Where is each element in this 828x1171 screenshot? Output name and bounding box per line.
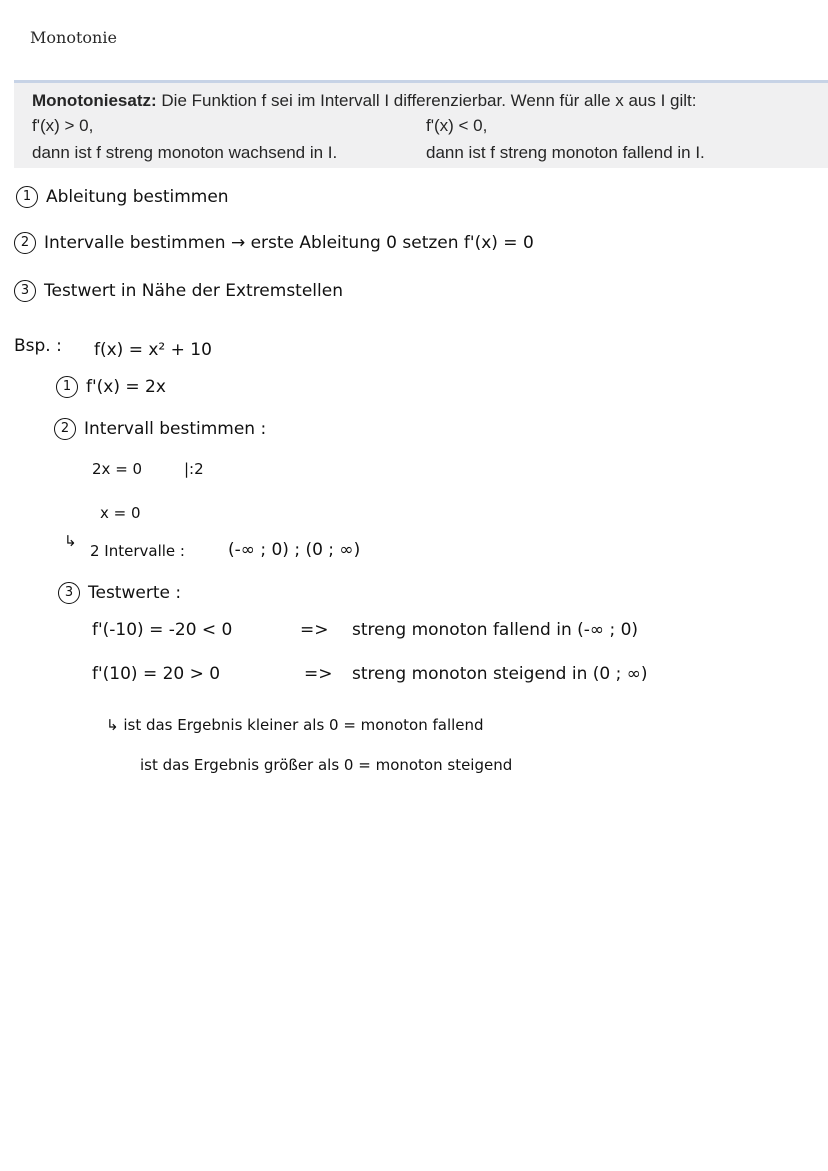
example-step-1 bbox=[56, 376, 166, 398]
step-3 bbox=[14, 280, 343, 302]
page-title: Monotonie bbox=[30, 28, 117, 47]
theorem-intro: Die Funktion f sei im Intervall I differenzierbar. Wenn für alle x aus I gilt: bbox=[161, 91, 697, 110]
test-values-heading: Testwerte : bbox=[88, 583, 182, 603]
note-smaller: ↳ ist das Ergebnis kleiner als 0 = monoton fallend bbox=[106, 716, 484, 734]
note-greater: ist das Ergebnis größer als 0 = monoton steigend bbox=[140, 756, 513, 774]
test-result-1: streng monoton fallend in (-∞ ; 0) bbox=[352, 620, 639, 640]
equation-solution: x = 0 bbox=[100, 504, 141, 522]
conclusion-decreasing: dann ist f streng monoton fallend in I. bbox=[426, 143, 705, 162]
theorem-box bbox=[14, 80, 828, 168]
example-step-3 bbox=[58, 582, 181, 604]
implies-arrow-1: => bbox=[300, 620, 329, 640]
intervals-label: 2 Intervalle : bbox=[90, 542, 185, 560]
step-number-circle: 1 bbox=[56, 376, 78, 398]
condition-decreasing: f'(x) < 0, bbox=[426, 116, 488, 135]
derivative: f'(x) = 2x bbox=[86, 377, 166, 397]
step-1-text: Ableitung bestimmen bbox=[46, 187, 229, 207]
implies-arrow-2: => bbox=[304, 664, 333, 684]
condition-increasing: f'(x) > 0, bbox=[32, 116, 94, 135]
test-value-1: f'(-10) = -20 < 0 bbox=[92, 620, 233, 640]
intervals-list: (-∞ ; 0) ; (0 ; ∞) bbox=[228, 540, 361, 560]
step-1 bbox=[16, 186, 229, 208]
step-3-text: Testwert in Nähe der Extremstellen bbox=[44, 281, 343, 301]
test-result-2: streng monoton steigend in (0 ; ∞) bbox=[352, 664, 648, 684]
theorem-label: Monotoniesatz: bbox=[32, 91, 157, 110]
example-label: Bsp. : bbox=[14, 336, 62, 356]
equation-operation: |:2 bbox=[184, 460, 204, 478]
test-value-2: f'(10) = 20 > 0 bbox=[92, 664, 221, 684]
step-number-circle: 2 bbox=[14, 232, 36, 254]
conclusion-increasing: dann ist f streng monoton wachsend in I. bbox=[32, 143, 338, 162]
step-number-circle: 2 bbox=[54, 418, 76, 440]
step-number-circle: 1 bbox=[16, 186, 38, 208]
example-step-2 bbox=[54, 418, 266, 440]
step-2-text: Intervalle bestimmen → erste Ableitung 0 setzen f'(x) = 0 bbox=[44, 233, 534, 253]
step-number-circle: 3 bbox=[58, 582, 80, 604]
theorem-intro-line bbox=[32, 91, 697, 111]
intervals-heading: Intervall bestimmen : bbox=[84, 419, 267, 439]
step-2 bbox=[14, 232, 534, 254]
example-function: f(x) = x² + 10 bbox=[94, 340, 212, 360]
step-number-circle: 3 bbox=[14, 280, 36, 302]
arrow-icon: ↳ bbox=[64, 532, 77, 550]
equation-set-zero: 2x = 0 bbox=[92, 460, 143, 478]
